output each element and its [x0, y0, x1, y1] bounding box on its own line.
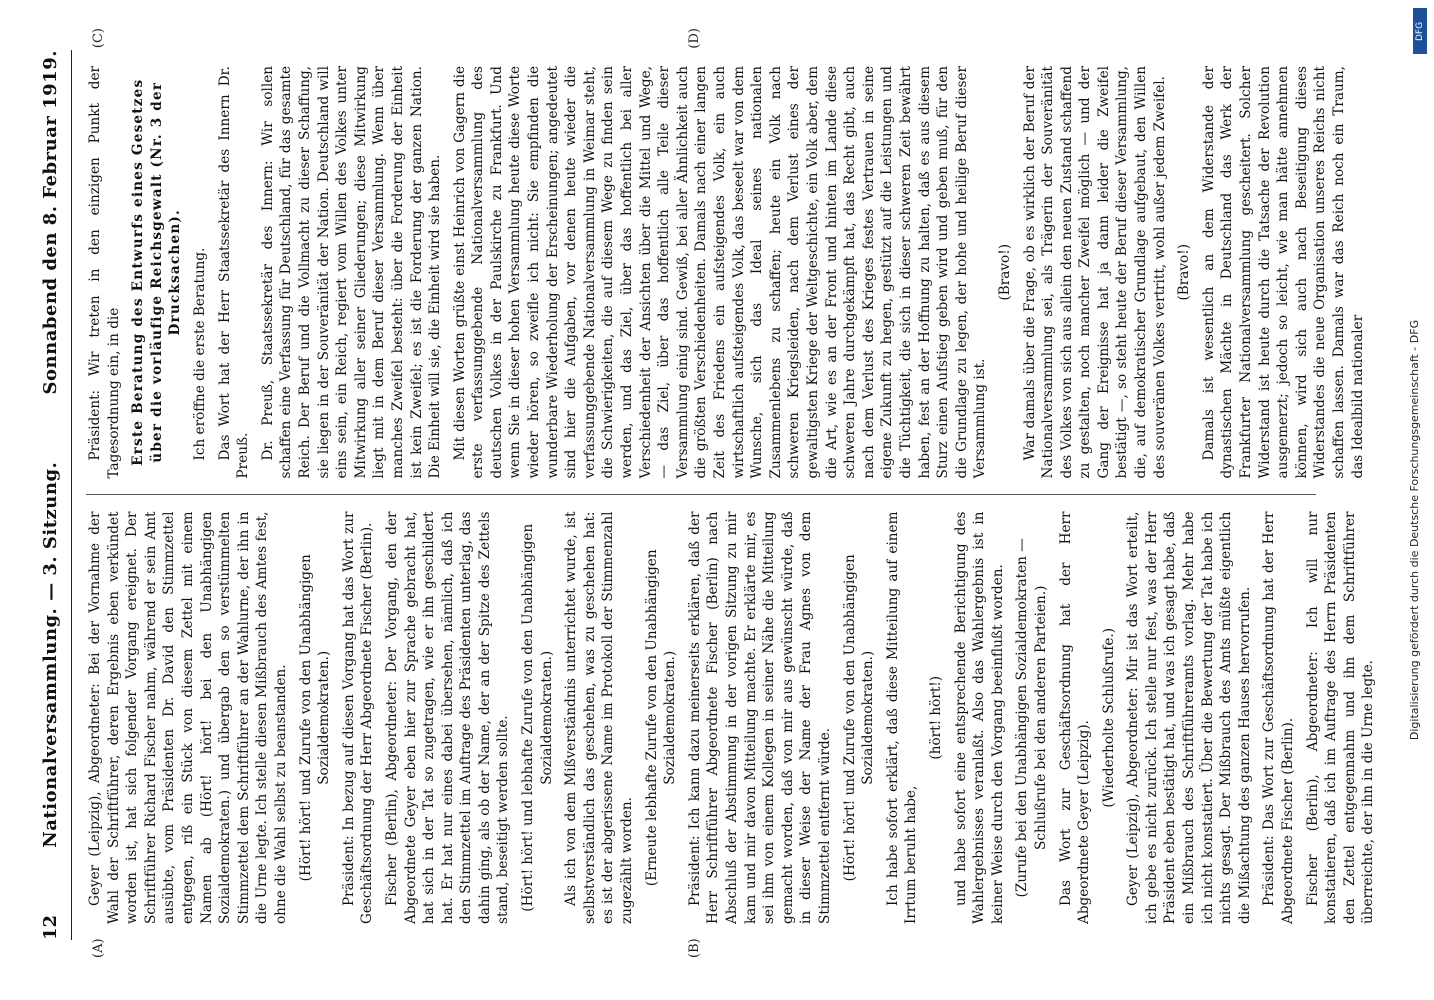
interjection: (Wiederholte Schlußrufe.) — [1100, 627, 1117, 808]
page-header — [40, 50, 72, 940]
digitization-note — [1408, 20, 1428, 980]
session-date: Sonnabend den 8. Februar 1919. — [40, 50, 61, 395]
paragraph: Präsident: Ich kann dazu meinerseits erklären, daß der Herr Schriftführer Abgeordnete Fischer (Berlin) nach Abschluß der Abstimmung in der vorigen Sitzung zu mir kam und mir davon Mitteilung machte. Er erklärte mir, es sei ihm von einem Kollegen in seiner Nähe die Mitteilung gemacht worden, daß von mir aus gewünscht würde, daß in dieser Weise der Name der Frau Agnes von dem Stimmzettel entfernt würde. — [686, 511, 833, 924]
right-column — [86, 28, 1366, 495]
paragraph: Das Wort hat der Herr Staatssekretär des Innern Dr. Preuß. — [216, 66, 252, 479]
text-columns — [86, 28, 1377, 958]
paragraph: Geyer (Leipzig), Abgeordneter: Bei der Vornahme der Wahl der Schriftführer, deren Ergebnis eben verkündet worden ist, hat sich folgender Vorgang ereignet. Der Schriftführer Richard Fischer nahm, während er sein Amt ausübte, vom Präsidenten Dr. David den Stimmzettel entgegen, riß ein Stück von diesem Zettel mit einem Namen ab (Hört! hört! bei den Unabhängigen Sozialdemokraten.) und übergab den so verstümmelten Stimmzettel dem Schriftführer an der Wahlurne, der ihn in die Urne legte. Ich stelle diesen Mißbrauch des Amtes fest, ohne die Wahl selbst zu beanstanden. — [87, 511, 289, 924]
interjection: (Bravo!) — [1176, 243, 1193, 301]
paragraph: Präsident: Wir treten in den einzigen Punkt der Tagesordnung ein, in die — [87, 66, 122, 479]
paragraph: Geyer (Leipzig), Abgeordneter: Mir ist das Wort erteilt, ich gebe es nicht zurück. Ich stelle nur fest, was der Herr Präsident eben bestätigt hat, und was ich gesagt habe, daß ein Mißbrauch des Schriftführeramts vorlag. Mehr habe ich nicht konstatiert. Über die Bewertung der Tat habe ich nichts gesagt. Der Mißbrauch des Amts müßte eigentlich die Mißachtung des ganzen Hauses hervorrufen. — [1125, 511, 1253, 924]
paragraph: Das Wort zur Geschäftsordnung hat der Herr Abgeordnete Geyer (Leipzig). — [1057, 511, 1093, 924]
paragraph: Mit diesen Worten grüßte einst Heinrich von Gagern die erste verfassunggebende Nationalversammlung des deutschen Volkes in der Paulskirche zu Frankfurt. Und wenn Sie in dieser hohen Versammlung heute diese Worte wieder hören, so zweifle ich nicht: Sie empfinden die wunderbare Wiederholung der Erscheinungen; angedeutet sind hier die Aufgaben, vor denen heute wieder die verfassunggebende Nationalversammlung in Weimar steht, die Schwierigkeiten, die auf diesem Wege zu finden sein werden, und das Ziel, über das hoffentlich bei aller Verschiedenheit der Ansichten über die Mittel und Wege, — das Ziel, über das hoffentlich alle Teile dieser Versammlung einig sind. Gewiß, bei aller Ähnlichkeit auch die größten Verschiedenheiten. Damals nach einer langen Zeit des Friedens ein aufsteigendes Volk, ein auch wirtschaftlich aufsteigendes Volk, das beseelt war von dem Wunsche, sich das Ideal seines nationalen Zusammenlebens zu schaffen; heute ein Volk nach schweren Kriegsleiden, nach dem Verlust eines der gewaltigsten Kriege der Weltgeschichte, ein Volk aber, dem die Art, wie es an der Front und hinten im Lande diese schweren Jahre durchgekämpft hat, das Recht gibt, auch nach dem Verlust des Krieges festes Vertrauen in seine eigene Zukunft zu hegen, gestützt auf die Leistungen und die Tüchtigkeit, die sich in dieser schweren Zeit bewährt haben, fest an der Hoffnung zu halten, daß es aus diesem Sturz einen Aufstieg geben wird und geben muß, für den die Grundlage zu legen, der hohe und heilige Beruf dieser Versammlung ist. — [451, 66, 989, 479]
page-number: 12 — [40, 914, 61, 940]
paragraph: Fischer (Berlin), Abgeordneter: Der Vorgang, den der Abgeordnete Geyer eben hier zur Sprache gebracht hat, hat sich in der Tat so zugetragen, wie er ihn geschildert hat. Er hat nur eines dabei übersehen, nämlich, daß ich den Stimmzettel im Auftrage des Präsidenten unterlag, das dahin ging, als ob der Name, der an der Spitze des Zettels stand, beseitigt werden sollte. — [383, 511, 512, 924]
dfg-badge: DFG — [1413, 8, 1427, 54]
margin-marker-a: (A) — [91, 938, 106, 958]
interjection: (Hört! hört! und lebhafte Zurufe von den Unabhängigen Sozialdemokraten.) — [520, 523, 555, 912]
paragraph: Dr. Preuß, Staatssekretär des Innern: Wir sollen schaffen eine Verfassung für Deutschland, für das gesamte Reich. Der Beruf und die Vollmacht zu dieser Schaffung, sie liegen in der Souveränität der Nation. Deutschland will eins sein, ein Reich, regiert vom Willen des Volkes unter Mitwirkung aller seiner Gliederungen; diese Mitwirkung liegt mit in dem Beruf dieser Versammlung. Wenn über manches Zweifel besteht: über die Forderung der Einheit ist kein Zweifel; es ist die Forderung der ganzen Nation. Die Einheit will sie, die Einheit wird sie haben. — [259, 66, 444, 479]
interjection: (Bravo!) — [996, 243, 1013, 301]
interjection: (Hört! hört! und Zurufe von den Unabhängigen Sozialdemokraten.) — [841, 554, 877, 882]
paragraph: Damals ist wesentlich an dem Widerstande der dynastischen Mächte in Deutschland das Werk der Frankfurter Nationalversammlung gescheitert. Solcher Widerstand ist heute durch die Tatsache der Revolution ausgemerzt; jedoch so leicht, wie man hätte annehmen können, wird sich auch nach Beseitigung dieses Widerstandes die neue Organisation unseres Reichs nicht schaffen lassen. Damals war das Reich noch ein Traum, das Idealbild nationaler — [1200, 66, 1366, 479]
margin-marker-b: (B) — [687, 938, 702, 958]
digitization-note-text: Digitalisierung gefördert durch die Deutsche Forschungsgemeinschaft - DFG — [1408, 319, 1421, 741]
left-column — [86, 495, 1377, 958]
paragraph: Präsident: Das Wort zur Geschäftsordnung hat der Herr Abgeordnete Fischer (Berlin). — [1261, 511, 1297, 924]
agenda-item-title: Erste Beratung des Entwurfs eines Gesetzes über die vorläufige Reichsgewalt (Nr. 3 der Drucksachen). — [130, 78, 184, 466]
assembly-session: Nationalversammlung. — 3. Sitzung. — [40, 461, 61, 848]
margin-marker-c: (C) — [91, 28, 106, 49]
interjection: (Zurufe bei den Unabhängigen Sozialdemokraten — Schlußrufe bei den anderen Parteien.) — [1014, 538, 1049, 898]
margin-marker-d: (D) — [687, 28, 702, 49]
interjection: (Hört! hört! und Zurufe von den Unabhängigen Sozialdemokraten.) — [297, 554, 333, 882]
paragraph: Fischer (Berlin), Abgeordneter: Ich will nur konstatieren, daß ich im Auftrage des Herrn Präsidenten den Zettel entgegennahm und ihn dem Schriftführer überreichte, der ihn in die Urne legte. — [1304, 511, 1377, 924]
paragraph: War damals über die Frage, ob es wirklich der Beruf der Nationalversammlung sei, als Trägerin der Souveränität des Volkes von sich aus allein den neuen Zustand schaffend zu gestalten, noch mancher Zweifel möglich — und der Gang der Ereignisse hat ja dann leider die Zweifel bestätigt —, so steht heute der Beruf dieser Versammlung, die, auf demokratischer Grundlage aufgebaut, den Willen des souveränen Volkes vertritt, wohl außer jedem Zweifel. — [1021, 66, 1168, 479]
paragraph: und habe sofort eine entsprechende Berichtigung des Wahlergebnisses veranlaßt. Also das Wahlergebnis ist in keiner Weise durch den Vorgang beeinflußt worden. — [952, 511, 1006, 924]
paragraph: Als ich von dem Mißverständnis unterrichtet wurde, ist selbstverständlich das geschehen, was zu geschehen hat: es ist der abgerissene Name im Protokoll der Stimmenzahl zugezählt worden. — [563, 511, 636, 924]
paragraph: Präsident: In bezug auf diesen Vorgang hat das Wort zur Geschäftsordnung der Herr Abgeordnete Fischer (Berlin). — [340, 511, 376, 924]
paragraph: Ich eröffne die erste Beratung. — [191, 247, 208, 461]
interjection: (hört! hört!) — [927, 675, 944, 760]
interjection: (Erneute lebhafte Zurufe von den Unabhängigen Sozialdemokraten.) — [643, 549, 679, 887]
paragraph: Ich habe sofort erklärt, daß diese Mitteilung auf einem Irrtum beruht habe, — [884, 511, 920, 924]
